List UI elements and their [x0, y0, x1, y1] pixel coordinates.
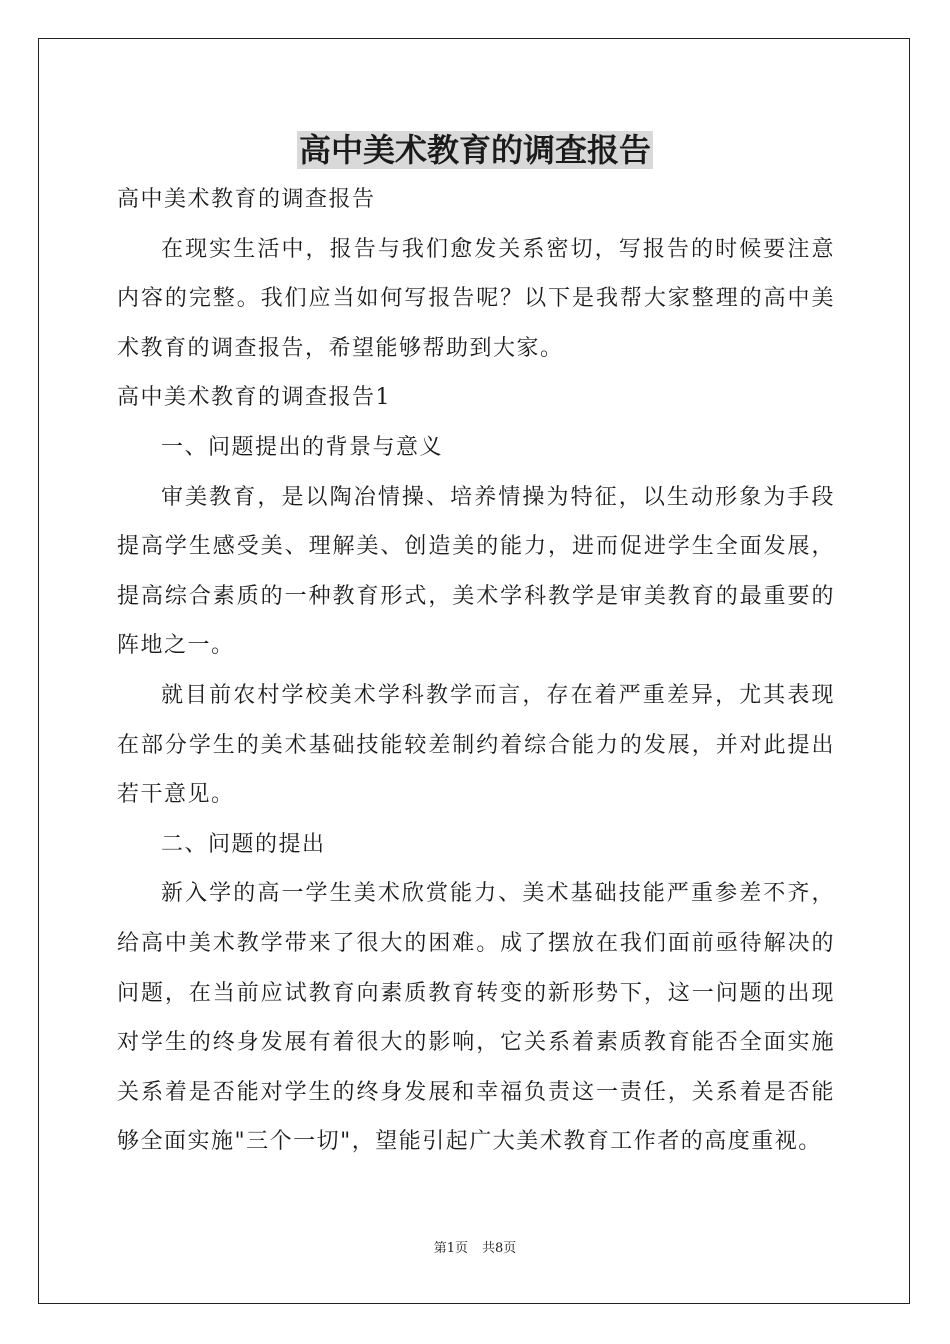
- paragraph: 在现实生活中，报告与我们愈发关系密切，写报告的时候要注意内容的完整。我们应当如何写报告呢？以下是我帮大家整理的高中美术教育的调查报告，希望能够帮助到大家。: [117, 236, 835, 361]
- paragraph: 就目前农村学校美术学科教学而言，存在着严重差异，尤其表现在部分学生的美术基础技能较差制约着综合能力的发展，并对此提出若干意见。: [117, 682, 835, 808]
- document-title-text: 高中美术教育的调查报告: [298, 131, 651, 169]
- paragraph: 高中美术教育的调查报告: [117, 187, 376, 212]
- page-number: 第1页: [433, 1241, 468, 1256]
- page-footer: [0, 1240, 950, 1258]
- page-total: 共8页: [482, 1241, 517, 1256]
- paragraph: 新入学的高一学生美术欣赏能力、美术基础技能严重参差不齐，给高中美术教学带来了很大的困难。成了摆放在我们面前亟待解决的问题，在当前应试教育向素质教育转变的新形势下，这一问题的出现对学生的终身发展有着很大的影响，它关系着素质教育能否全面实施关系着是否能对学生的终身发展和幸福负责这一责任，关系着是否能够全面实施"三个一切"，望能引起广大美术教育工作者的高度重视。: [117, 881, 835, 1155]
- sub-heading: 二、问题的提出: [161, 831, 326, 857]
- paragraph: 审美教育，是以陶冶情操、培养情操为特征，以生动形象为手段提高学生感受美、理解美、创造美的能力，进而促进学生全面发展，提高综合素质的一种教育形式，美术学科教学是审美教育的最重要的阵地之一。: [117, 484, 835, 659]
- section-heading: 高中美术教育的调查报告1: [117, 385, 391, 411]
- sub-heading: 一、问题提出的背景与意义: [161, 434, 444, 460]
- document-body: [117, 175, 835, 1167]
- document-title: [0, 126, 950, 174]
